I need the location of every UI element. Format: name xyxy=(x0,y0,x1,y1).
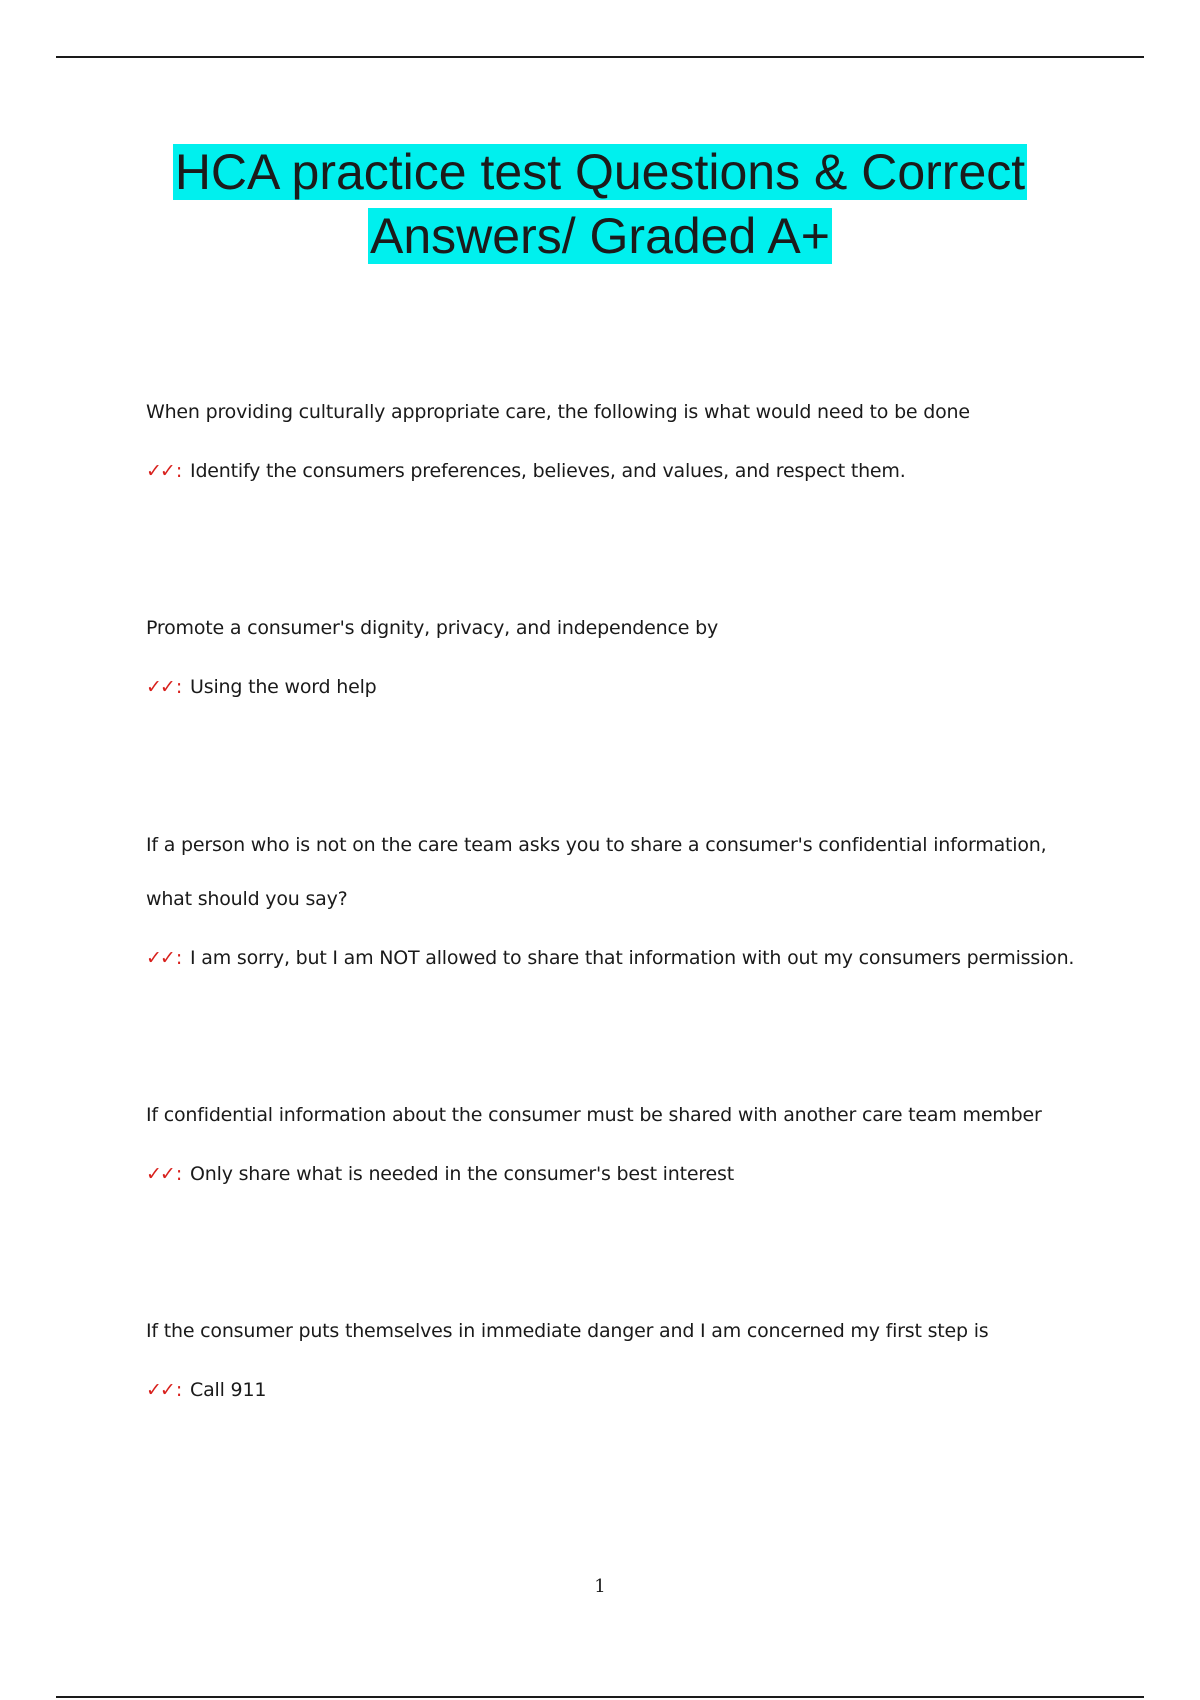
answer-text: I am sorry, but I am NOT allowed to share that information with out my consumers permission. xyxy=(190,947,1075,969)
answer-separator: : xyxy=(175,460,183,482)
qa-item-1 xyxy=(146,385,1086,485)
answer-separator: : xyxy=(175,676,183,698)
answer-row xyxy=(146,1160,1086,1188)
question-text: If confidential information about the consumer must be shared with another care team member xyxy=(146,1104,1042,1126)
answer-row xyxy=(146,673,1086,701)
double-check-icon: ✓✓ xyxy=(146,460,174,482)
answer-row xyxy=(146,944,1086,972)
document-title xyxy=(100,140,1100,268)
top-rule xyxy=(56,56,1144,58)
answer-separator: : xyxy=(175,1163,183,1185)
answer-text: Only share what is needed in the consumer's best interest xyxy=(190,1163,734,1185)
question-text: Promote a consumer's dignity, privacy, and independence by xyxy=(146,617,718,639)
question-text: If a person who is not on the care team asks you to share a consumer's confidential information, what should you say? xyxy=(146,834,1047,910)
answer-text: Identify the consumers preferences, believes, and values, and respect them. xyxy=(190,460,906,482)
qa-item-3 xyxy=(146,818,1086,972)
qa-item-4 xyxy=(146,1088,1086,1188)
answer-text: Using the word help xyxy=(190,676,377,698)
qa-item-5 xyxy=(146,1304,1086,1404)
title-line-2: Answers/ Graded A+ xyxy=(370,208,830,264)
double-check-icon: ✓✓ xyxy=(146,676,174,698)
double-check-icon: ✓✓ xyxy=(146,1163,174,1185)
answer-row xyxy=(146,1376,1086,1404)
answer-separator: : xyxy=(175,1379,183,1401)
question-text: When providing culturally appropriate care, the following is what would need to be done xyxy=(146,401,970,423)
qa-item-2 xyxy=(146,601,1086,701)
question-text: If the consumer puts themselves in immediate danger and I am concerned my first step is xyxy=(146,1320,989,1342)
bottom-rule xyxy=(56,1696,1144,1698)
answer-text: Call 911 xyxy=(190,1379,267,1401)
double-check-icon: ✓✓ xyxy=(146,947,174,969)
answer-row xyxy=(146,457,1086,485)
answer-separator: : xyxy=(175,947,183,969)
double-check-icon: ✓✓ xyxy=(146,1379,174,1401)
page-number: 1 xyxy=(594,1576,606,1597)
title-line-1: HCA practice test Questions & Correct xyxy=(174,144,1026,200)
